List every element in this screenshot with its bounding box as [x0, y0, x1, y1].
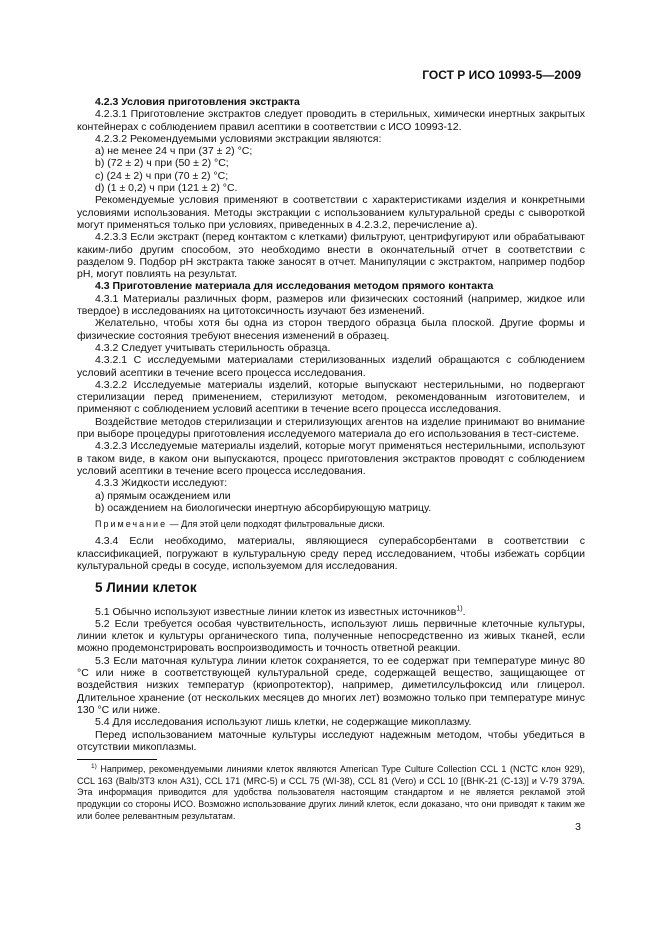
- footnote: [77, 764, 585, 822]
- paragraph-5-1-text: 5.1 Обычно используют известные линии клеток из известных источников: [95, 605, 457, 618]
- paragraph-4-3-2-1: 4.3.2.1 С исследуемыми материалами стерилизованных изделий обращаются с соблюдением условий асептики в течение всего процесса исследования.: [77, 354, 585, 379]
- paragraph-4-3-4: 4.3.4 Если необходимо, материалы, являющиеся суперабсорбентами в соответствии с классификацией, погружают в культуральную среду перед исследованием, чтобы избежать сорбции культуральной среды в сосуде, используемом для исследования.: [77, 535, 585, 572]
- list-item: c) (24 ± 2) ч при (70 ± 2) °С;: [95, 169, 229, 182]
- list-item: d) (1 ± 0,2) ч при (121 ± 2) °С.: [95, 182, 238, 195]
- paragraph-5-1-end: .: [462, 605, 466, 618]
- section-heading-5: 5 Линии клеток: [95, 580, 197, 596]
- paragraph: Перед использованием маточные культуры исследуют надежным методом, чтобы убедиться в отсутствии микоплазмы.: [77, 728, 585, 753]
- paragraph-5-4: 5.4 Для исследования используют лишь клетки, не содержащие микоплазму.: [95, 716, 472, 729]
- section-heading-4-3: 4.3 Приготовление материала для исследования методом прямого контакта: [95, 280, 494, 293]
- note-text: — Для этой цели подходят фильтровальные диски.: [167, 519, 385, 530]
- paragraph: Желательно, чтобы хотя бы одна из сторон твердого образца была плоской. Другие формы и физические состояния требуют внесения изменений в образец.: [77, 317, 585, 342]
- page-number: 3: [575, 821, 581, 833]
- footnote-mark: 1): [91, 763, 97, 771]
- footnote-ref[interactable]: 1): [456, 605, 463, 613]
- paragraph-5-1: [77, 606, 585, 618]
- footnote-divider: [77, 759, 157, 760]
- document-body: [77, 96, 585, 822]
- paragraph-4-2-3-2: 4.2.3.2 Рекомендуемыми условиями экстракции являются:: [95, 132, 382, 145]
- paragraph: Рекомендуемые условия применяют в соответствии с характеристиками изделия и конкретными условиями использования. Методы экстракции с использованием культуральной среды с сывороткой могут применяться только при условиях, приведенных в 4.2.3.2, перечисление а).: [77, 194, 585, 231]
- paragraph-4-3-3: 4.3.3 Жидкости исследуют:: [95, 477, 228, 490]
- footnote-text: Например, рекомендуемыми линиями клеток являются American Type Culture Collection CCL 1 (NCTC клон 929), CCL 163 (Balb/3T3 клон A31), CCL 171 (MRC-5) и CCL 75 (WI-38), CCL 81 (Vero) и CCL 10 [(BHK-21 (C-13)] и V-79 379A. Эта информация приводится для удобства пользователя настоящим стандартом и не является рекламой этой продукции со стороны ИСО. Возможно использование других линий клеток, если доказано, что они приводят к таким же или более релевантным результатам.: [77, 764, 585, 821]
- paragraph-4-2-3-1: 4.2.3.1 Приготовление экстрактов следует проводить в стерильных, химически инертных закрытых контейнерах с соблюдением правил асептики в соответствии с ИСО 10993-12.: [77, 108, 585, 133]
- paragraph-5-3: 5.3 Если маточная культура линии клеток сохраняется, то ее содержат при температуре минус 80 °С или ниже в соответствующей культуральной среде, содержащей вещество, защищающее от воздействия низких температур (криопротектор), например, диметилсульфоксид или глицерол. Длительное хранение (от нескольких месяцев до многих лет) возможно только при температуре минус 130 °С или ниже.: [77, 654, 585, 716]
- section-heading-4-2-3: 4.2.3 Условия приготовления экстракта: [95, 96, 300, 108]
- paragraph-4-3-2-2: 4.3.2.2 Исследуемые материалы изделий, которые выпускают нестерильными, но подвергают стерилизации перед применением, стерилизуют методом, рекомендованным изготовителем, и применяют с соблюдением условий асептики в течение всего процесса исследования.: [77, 378, 585, 416]
- paragraph-4-3-1: 4.3.1 Материалы различных форм, размеров или физических состояний (например, жидкое или твердое) в исследованиях на цитотоксичность изучают без изменений.: [77, 292, 585, 318]
- note-label: Примечание: [95, 519, 168, 530]
- list-item: a) не менее 24 ч при (37 ± 2) °С;: [95, 145, 253, 158]
- list-item: b) осаждением на биологически инертную абсорбирующую матрицу.: [95, 501, 432, 514]
- document-header: ГОСТ Р ИСО 10993-5—2009: [422, 68, 581, 82]
- paragraph-4-3-2-3: 4.3.2.3 Исследуемые материалы изделий, которые могут применяться нестерильными, используют в таком виде, в каком они выпускаются, процесс приготовления экстрактов проводят с соблюдением условий асептики в течение всего процесса исследования.: [77, 440, 585, 477]
- note: [77, 518, 585, 530]
- paragraph: Воздействие методов стерилизации и стерилизующих агентов на изделие принимают во внимание при выборе процедуры приготовления исследуемого материала до его использования в тест-системе.: [77, 415, 585, 441]
- paragraph-5-2: 5.2 Если требуется особая чувствительность, используют лишь первичные клеточные культуры, линии клеток и культуры органического типа, полученные непосредственно из живых тканей, если можно продемонстрировать воспроизводимость и точность ответной реакции.: [77, 617, 585, 655]
- paragraph-4-3-2: 4.3.2 Следует учитывать стерильность образца.: [95, 341, 331, 354]
- list-item: a) прямым осаждением или: [95, 489, 231, 502]
- list-item: b) (72 ± 2) ч при (50 ± 2) °С;: [95, 157, 229, 170]
- paragraph-4-2-3-3: 4.2.3.3 Если экстракт (перед контактом с клетками) фильтруют, центрифугируют или обрабатывают каким-либо другим способом, это необходимо внести в окончательный отчет в соответствии с разделом 9. Подбор pH экстракта также заносят в отчет. Манипуляции с экстрактом, например подбор pH, могут повлиять на результат.: [77, 231, 585, 281]
